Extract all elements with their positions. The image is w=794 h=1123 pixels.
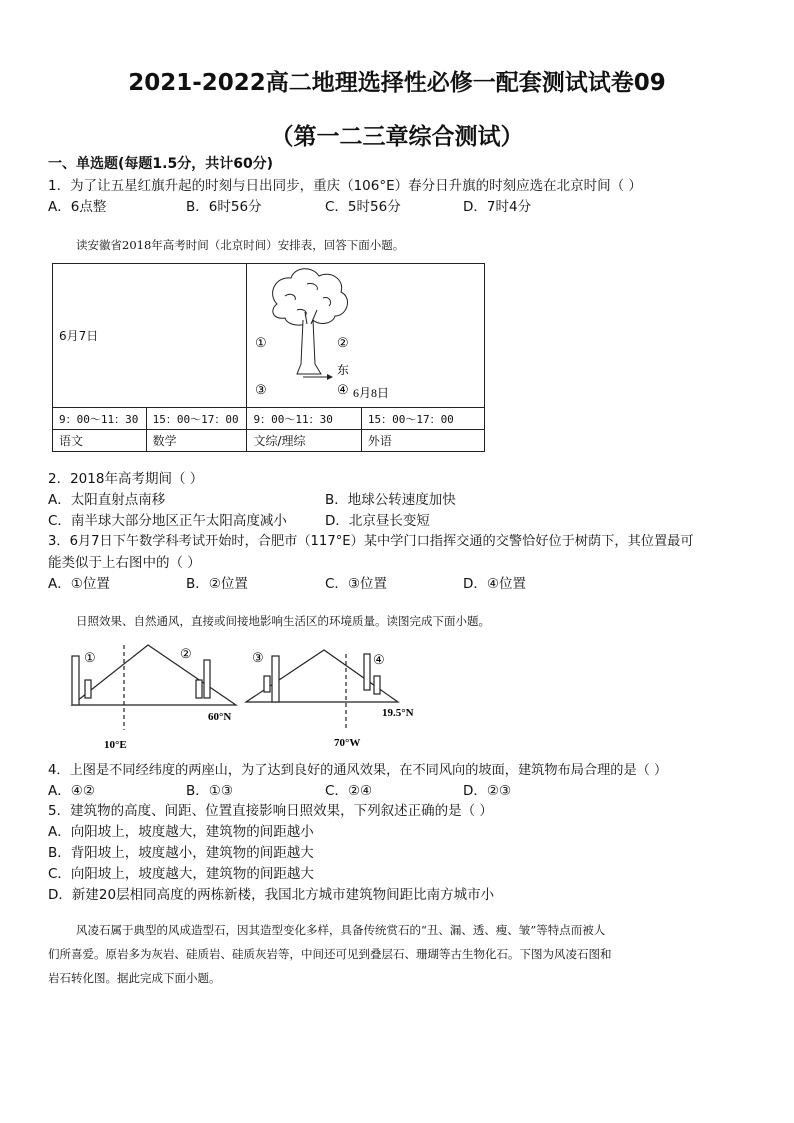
building — [85, 680, 91, 698]
q3-option-a: A．①位置 — [48, 576, 110, 592]
reading-note-3-line1: 风凌石属于典型的风成造型石，因其造型变化多样，具备传统赏石的“丑、漏、透、瘦、皱”等特点而被人 — [76, 923, 606, 937]
building — [364, 654, 370, 690]
subject-cell: 语文 — [53, 430, 147, 452]
q1-option-b: B．6时56分 — [186, 199, 262, 215]
east-arrow-icon — [327, 374, 333, 380]
q1-option-c: C．5时56分 — [325, 199, 401, 215]
time-cell: 15：00～17：00 — [146, 408, 247, 430]
left-latitude-label: 60°N — [208, 711, 232, 723]
q2-option-b: B．地球公转速度加快 — [325, 492, 456, 508]
exam-schedule-table — [52, 263, 485, 452]
question-3-stem-cont: 能类似于上右图中的（ ） — [48, 555, 201, 571]
building — [374, 676, 380, 694]
q3-option-b: B．②位置 — [186, 576, 248, 592]
building — [196, 680, 202, 698]
subject-cell: 数学 — [146, 430, 247, 452]
reading-note-3-line2: 们所喜爱。原岩多为灰岩、硅质岩、硅质灰岩等，中间还可见到叠层石、珊瑚等古生物化石。下图为风凌石图和 — [48, 947, 612, 961]
question-3-stem: 3．6月7日下午数学科考试开始时，合肥市（117°E）某中学门口指挥交通的交警恰好位于树荫下，其位置最可 — [48, 534, 694, 549]
subject-cell: 文综/理综 — [247, 430, 361, 452]
diagram-marker-4: ④ — [373, 652, 385, 667]
q5-option-c: C．向阳坡上，坡度越大，建筑物的间距越大 — [48, 866, 314, 882]
section-heading: 一、单选题(每题1.5分，共计60分) — [48, 156, 274, 172]
q3-option-d: D．④位置 — [463, 576, 526, 592]
left-longitude-label: 10°E — [104, 739, 127, 751]
q3-option-c: C．③位置 — [325, 576, 388, 592]
east-label: 东 — [337, 363, 350, 377]
q2-option-a: A．太阳直射点南移 — [48, 492, 166, 508]
right-latitude-label: 19.5°N — [382, 707, 414, 719]
q5-option-a: A．向阳坡上，坡度越大，建筑物的间距越小 — [48, 824, 314, 840]
subject-cell: 外语 — [361, 430, 484, 452]
marker-2: ② — [337, 335, 350, 350]
tree-shadow-diagram — [247, 264, 465, 407]
schedule-day1: 6月7日 — [59, 329, 99, 343]
marker-3: ③ — [255, 382, 268, 397]
question-1-stem: 1．为了让五星红旗升起的时刻与日出同步，重庆（106°E）春分日升旗的时刻应选在北京时间（ ） — [48, 178, 642, 194]
building — [272, 656, 279, 702]
question-2-stem: 2．2018年高考期间（ ） — [48, 471, 204, 487]
schedule-day1-cell — [53, 264, 247, 408]
time-cell: 9：00～11：30 — [247, 408, 361, 430]
diagram-marker-1: ① — [84, 650, 96, 665]
q4-option-a: A．④② — [48, 783, 95, 799]
diagram-marker-2: ② — [180, 646, 192, 661]
tree-icon — [273, 269, 348, 374]
q5-option-b: B．背阳坡上，坡度越小，建筑物的间距越大 — [48, 845, 314, 861]
time-cell: 15：00～17：00 — [361, 408, 484, 430]
schedule-day2: 6月8日 — [353, 386, 390, 400]
marker-4: ④ — [337, 382, 350, 397]
building — [204, 660, 210, 698]
right-longitude-label: 70°W — [334, 737, 361, 749]
page-subtitle: （第一二三章综合测试） — [270, 124, 524, 150]
question-5-stem: 5．建筑物的高度、间距、位置直接影响日照效果，下列叙述正确的是（ ） — [48, 803, 493, 819]
mountain-diagram — [60, 640, 460, 752]
building — [264, 676, 270, 692]
q4-option-b: B．①③ — [186, 783, 233, 799]
reading-note-1: 读安徽省2018年高考时间（北京时间）安排表，回答下面小题。 — [76, 238, 405, 252]
building — [72, 656, 79, 705]
q4-option-d: D．②③ — [463, 783, 512, 799]
diagram-marker-3: ③ — [252, 650, 264, 665]
time-cell: 9：00～11：30 — [53, 408, 147, 430]
reading-note-3-line3: 岩石转化图。据此完成下面小题。 — [48, 971, 221, 985]
marker-1: ① — [255, 335, 268, 350]
q1-option-a: A．6点整 — [48, 199, 107, 215]
q2-option-c: C．南半球大部分地区正午太阳高度减小 — [48, 513, 287, 529]
page-title: 2021-2022高二地理选择性必修一配套测试试卷09 — [128, 70, 666, 96]
q1-option-d: D．7时4分 — [463, 199, 532, 215]
q4-option-c: C．②④ — [325, 783, 373, 799]
schedule-day2-cell — [247, 264, 485, 408]
reading-note-2: 日照效果、自然通风，直接或间接地影响生活区的环境质量。读图完成下面小题。 — [76, 614, 490, 628]
question-4-stem: 4．上图是不同经纬度的两座山，为了达到良好的通风效果，在不同风向的坡面，建筑物布局合理的是（ ） — [48, 763, 668, 778]
q5-option-d: D．新建20层相同高度的两栋新楼，我国北方城市建筑物间距比南方城市小 — [48, 887, 495, 903]
q2-option-d: D．北京昼长变短 — [325, 513, 430, 529]
